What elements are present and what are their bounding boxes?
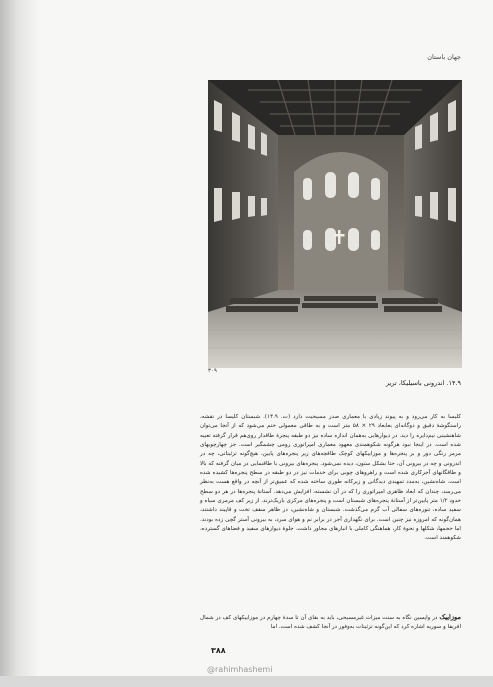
scan-bottom-band bbox=[0, 676, 493, 687]
section-heading-mosaic: موزاییک bbox=[439, 613, 461, 621]
figure-caption: ۱۴.۹. اندرونی باسیلیکا، تریر bbox=[385, 379, 461, 387]
body-paragraph: کلیسا به کار می‌رود و به پیوند زیادی با معماری صدر مسیحیت دارد (ت. ۱۴.۹). شبستان کلیسا در نقشه، راستگوشهٔ دقیق و دوگانه‌ای بعابعاد ۲۹ × ۵۸ متر است و به طاقی معمولی ختم می‌شود که از آنجا می‌توان شاهنشینی نیم‌دایره را دید. در دیوارهایی به‌همان اندازه ساده نیز دو طبقه پنجرهٔ طاقدار روی‌هم قرار گرفته تعبیه شده است. در اینجا نبود هرگونه شکوهمندی معهود معماری امپراتوری رومی چشمگیر است. جز چهارچوبهای مرمر رنگی دور و بر پنجره‌ها و موزاییکهای کوچک طاقچه‌های زیر پنجره‌های پایین، هیچ‌گونه تزئیناتی، چه در اندرونی و چه در بیرونی آن، حتا بشکل ستون، دیده نمی‌شود. پنجره‌های بیرونی با طاقنمایی در میان گرفته که بالا و طاقگانهای آجرکاری شده است و راهروهای چوبی برای خدمات نیز در دو طبقه در سطح پنجره‌ها کشیده شده است. شاه‌نشین، به‌مدد تمهیدی دیدگانی و زیرکانه طوری ساخته شده که عمیق‌تر از آنچه در واقع هست به‌نظر می‌رسد، چندان که ابعاد ظاهری امپراتوری را که در آن نشسته، افزایش می‌دهد. آستانهٔ پنجره‌ها در هر دو سطح حدود ۱/۲ متر پایین‌تر از آستانهٔ پنجره‌های شبستان است و پنجره‌های مرکزی باریک‌ترند. از زیر کف مرمری سیاه و سفید ساده، تنوره‌های سفالی آب گرم می‌گذشت. شبستان و شاه‌نشین، در ظاهر سقف تخت و قاپیند داشتند، همان‌گونه که امروزه نیز چنین است. برای نگهداری آجر در برابر نم و هوای سرد، به بیرونی آستر گچی زده بودند. اما حجمها، شکلها و نحوهٔ کار، هماهنگی کاملی با انبارهای مجاور داشت. جلوهٔ دیوارهای سفید و فضاهای گسترده، شکوهمند است. bbox=[200, 414, 462, 542]
figure-number: ۳۰۹ bbox=[208, 368, 217, 374]
basilica-interior-photo bbox=[208, 80, 462, 368]
body-text-block bbox=[200, 413, 461, 544]
page-gutter-shadow bbox=[0, 0, 40, 687]
watermark: @rahimhashemi bbox=[207, 665, 273, 674]
section-paragraph-mosaic: در واپسین نگاه به سنت میزاث غیرمسیحی، باید به بقای آن تا سدهٔ چهارم در موزاییکهای کف در شمال افریقا و سوریه اشاره کرد که این‌گونه تزئینات به‌وفور در آنجا کشف شده است. اما bbox=[200, 615, 461, 631]
running-head: جهان باستان bbox=[427, 53, 461, 61]
page-number: ۳۸۸ bbox=[211, 646, 226, 655]
mosaic-section bbox=[200, 613, 461, 633]
